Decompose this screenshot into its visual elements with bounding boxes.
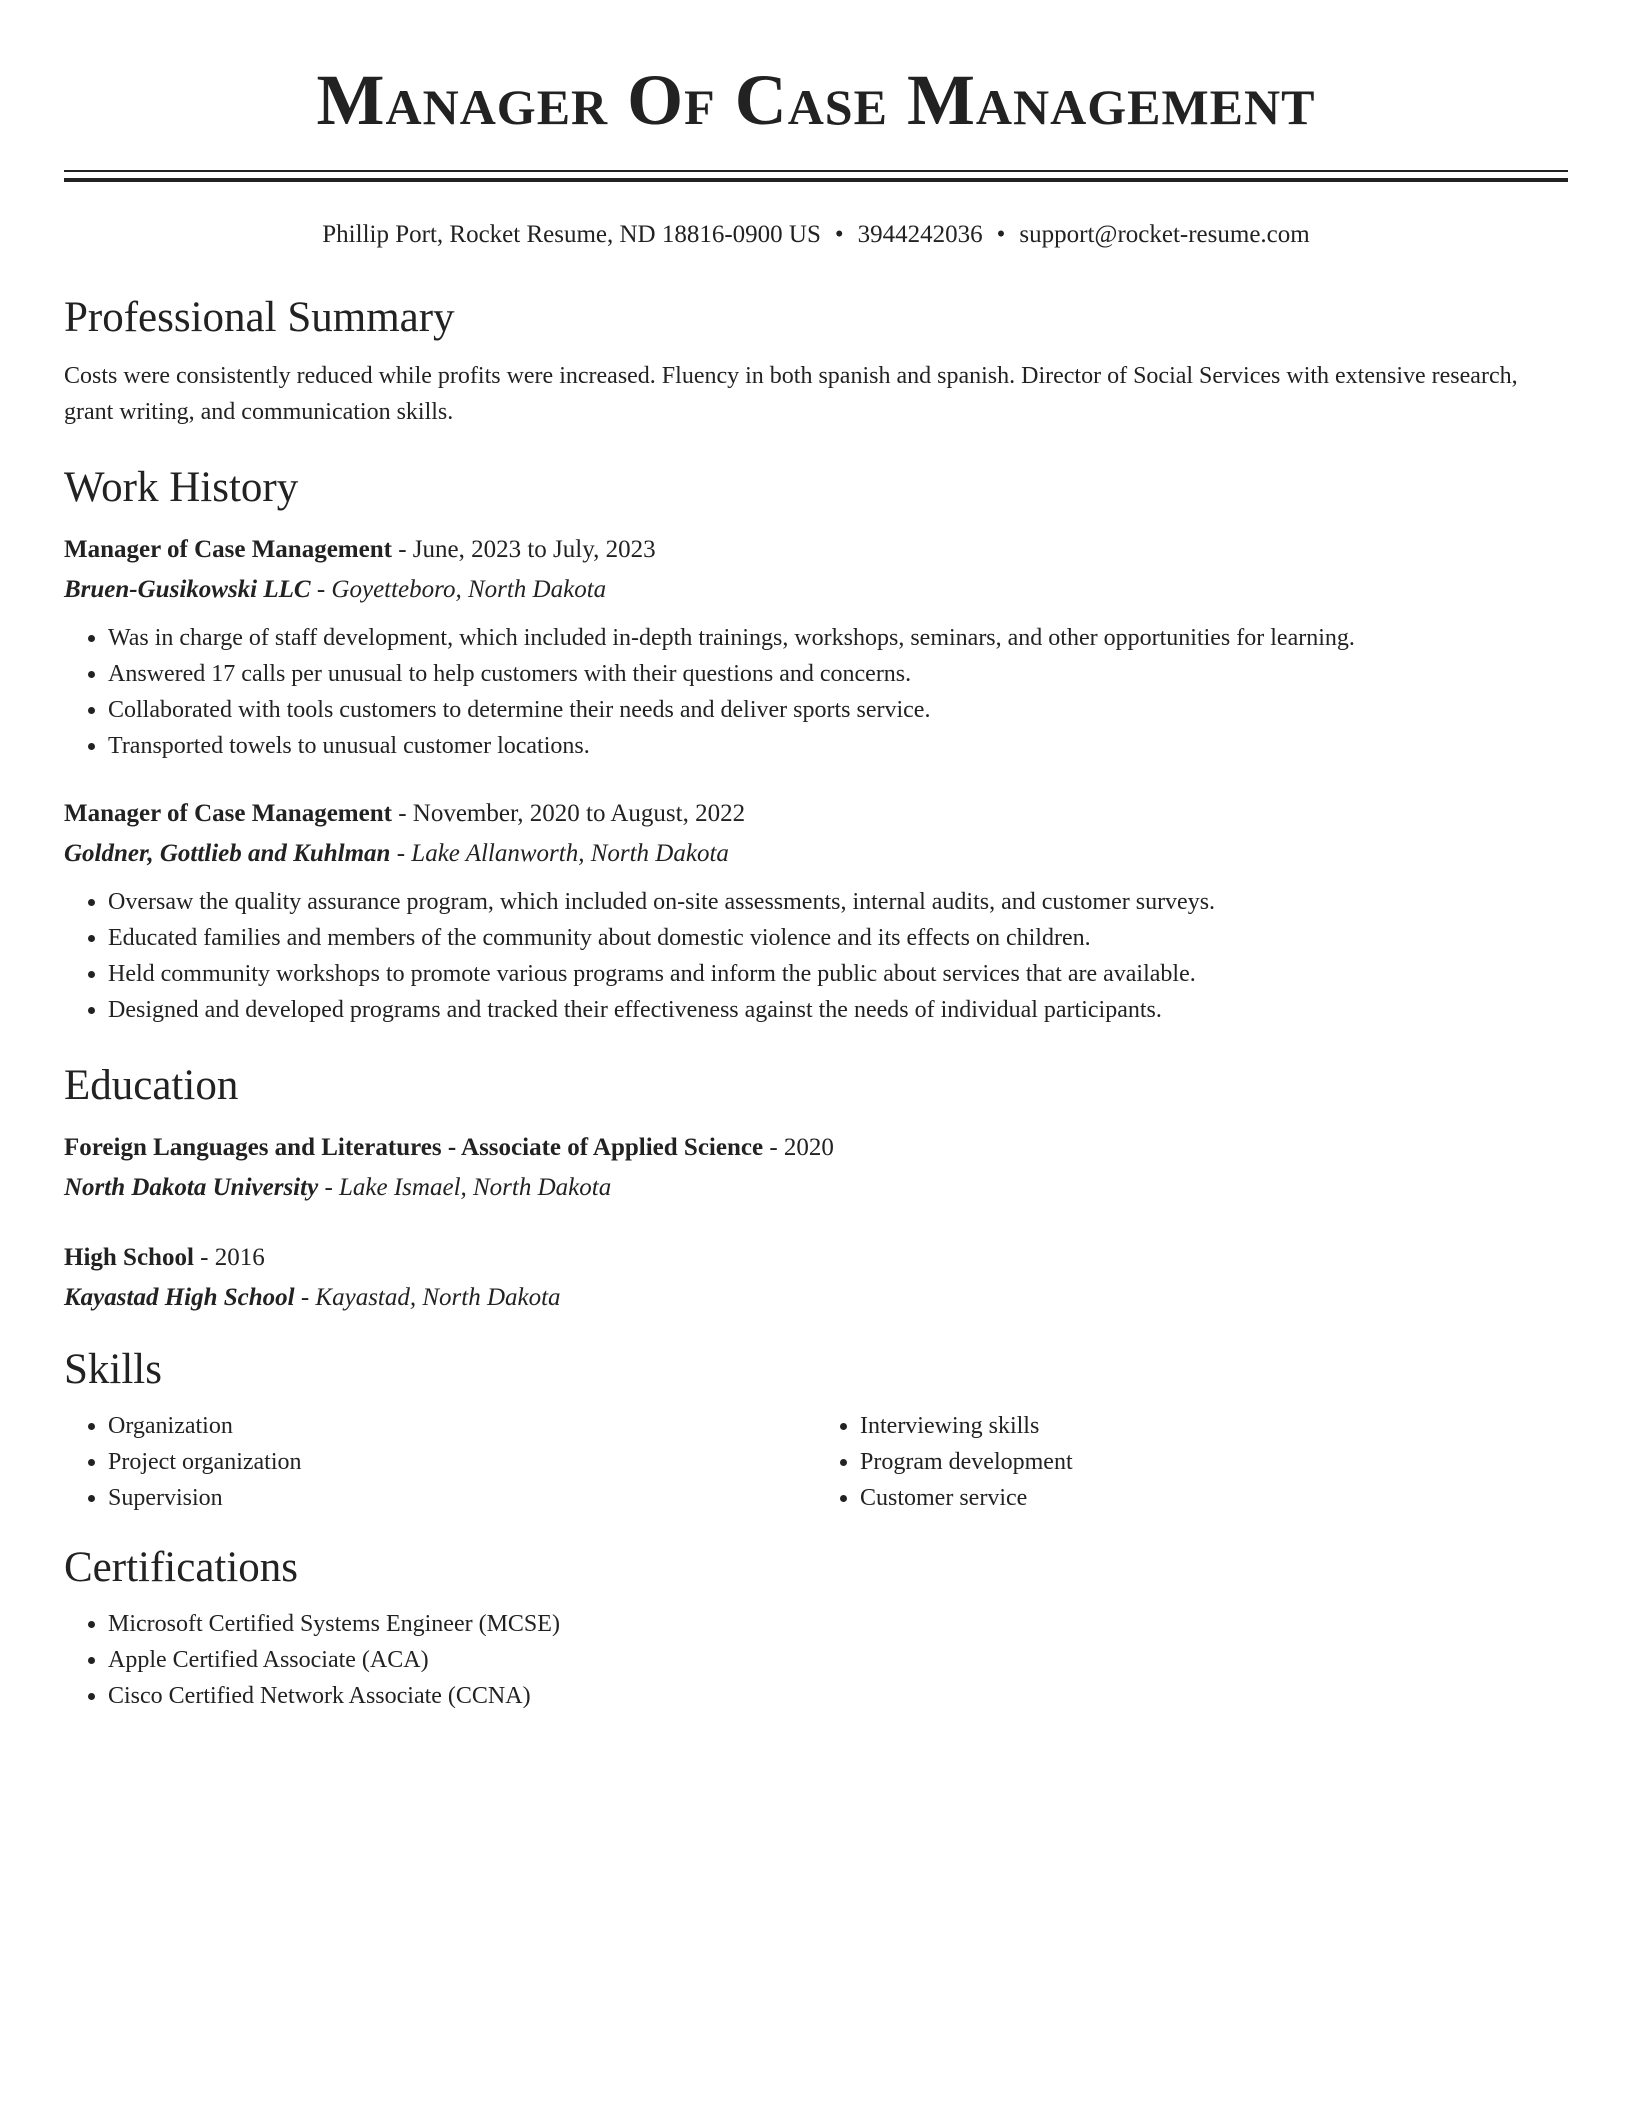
list-item: • Answered 17 calls per unusual to help customers with their questions and concerns. xyxy=(108,656,1568,692)
education-year: - 2020 xyxy=(763,1134,834,1161)
list-item: • Educated families and members of the community about domestic violence and its effects on children. xyxy=(108,920,1568,956)
list-item: • Cisco Certified Network Associate (CCNA) xyxy=(108,1678,1568,1714)
education-degree: Foreign Languages and Literatures - Associate of Applied Science xyxy=(64,1134,764,1161)
list-item: • Transported towels to unusual customer locations. xyxy=(108,728,1568,764)
list-item: • Held community workshops to promote various programs and inform the public about services that are available. xyxy=(108,956,1568,992)
job-company-line xyxy=(64,834,1568,874)
job-location: - Lake Allanworth, North Dakota xyxy=(390,840,729,867)
skills-list-right xyxy=(816,1408,1568,1516)
education-school: North Dakota University xyxy=(64,1174,319,1201)
list-item: • Oversaw the quality assurance program, which included on-site assessments, internal audits, and customer surveys. xyxy=(108,884,1568,920)
job-bullets xyxy=(64,620,1568,764)
list-item: • Collaborated with tools customers to determine their needs and deliver sports service. xyxy=(108,692,1568,728)
list-item: • Interviewing skills xyxy=(860,1408,1568,1444)
list-item: • Customer service xyxy=(860,1480,1568,1516)
work-history-heading: Work History xyxy=(64,464,299,511)
education-year: - 2016 xyxy=(193,1244,265,1271)
list-item: • Program development xyxy=(860,1444,1568,1480)
education-location: - Lake Ismael, North Dakota xyxy=(318,1174,612,1201)
job-company: Bruen-Gusikowski LLC xyxy=(64,576,311,603)
contact-line xyxy=(64,218,1568,252)
summary-heading: Professional Summary xyxy=(64,294,455,341)
job-dates: - June, 2023 to July, 2023 xyxy=(391,536,656,563)
education-heading: Education xyxy=(64,1062,239,1109)
job-company: Goldner, Gottlieb and Kuhlman xyxy=(64,840,391,867)
job-title-line xyxy=(64,530,1568,570)
job-location: - Goyetteboro, North Dakota xyxy=(310,576,607,603)
education-degree: High School xyxy=(64,1244,194,1271)
skills-grid xyxy=(64,1408,1568,1516)
skills-heading: Skills xyxy=(64,1346,162,1393)
list-item: • Supervision xyxy=(108,1480,816,1516)
education-school-line xyxy=(64,1168,1568,1208)
job-entry xyxy=(64,794,1568,1028)
certifications-list xyxy=(64,1606,1568,1714)
job-role: Manager of Case Management xyxy=(64,800,392,827)
education-degree-line xyxy=(64,1128,1568,1168)
job-title-line xyxy=(64,794,1568,834)
job-company-line xyxy=(64,570,1568,610)
list-item: • Apple Certified Associate (ACA) xyxy=(108,1642,1568,1678)
education-entry xyxy=(64,1238,1568,1318)
contact-address: Phillip Port, Rocket Resume, ND 18816-0900 US xyxy=(322,221,821,248)
list-item: • Organization xyxy=(108,1408,816,1444)
skills-list-left xyxy=(64,1408,816,1516)
contact-separator: • xyxy=(996,221,1006,248)
contact-separator: • xyxy=(834,221,844,248)
education-school-line xyxy=(64,1278,1568,1318)
list-item: • Project organization xyxy=(108,1444,816,1480)
job-dates: - November, 2020 to August, 2022 xyxy=(391,800,746,827)
header-rule-thick xyxy=(64,178,1568,182)
summary-text: Costs were consistently reduced while profits were increased. Fluency in both spanish and spanish. Director of Social Services with extensive research, grant writing, and communication skills. xyxy=(64,363,1518,425)
job-bullets xyxy=(64,884,1568,1028)
list-item: • Designed and developed programs and tracked their effectiveness against the needs of individual participants. xyxy=(108,992,1568,1028)
resume-name: Manager Of Case Management xyxy=(316,60,1316,140)
job-entry xyxy=(64,530,1568,764)
education-entry xyxy=(64,1128,1568,1208)
list-item: • Microsoft Certified Systems Engineer (MCSE) xyxy=(108,1606,1568,1642)
education-location: - Kayastad, North Dakota xyxy=(294,1284,561,1311)
header-rule-thin xyxy=(64,170,1568,172)
job-role: Manager of Case Management xyxy=(64,536,392,563)
certifications-heading: Certifications xyxy=(64,1544,299,1591)
contact-phone: 3944242036 xyxy=(857,221,983,248)
education-school: Kayastad High School xyxy=(64,1284,295,1311)
list-item: • Was in charge of staff development, which included in-depth trainings, workshops, seminars, and other opportunities for learning. xyxy=(108,620,1568,656)
contact-email: support@rocket-resume.com xyxy=(1019,221,1310,248)
education-degree-line xyxy=(64,1238,1568,1278)
